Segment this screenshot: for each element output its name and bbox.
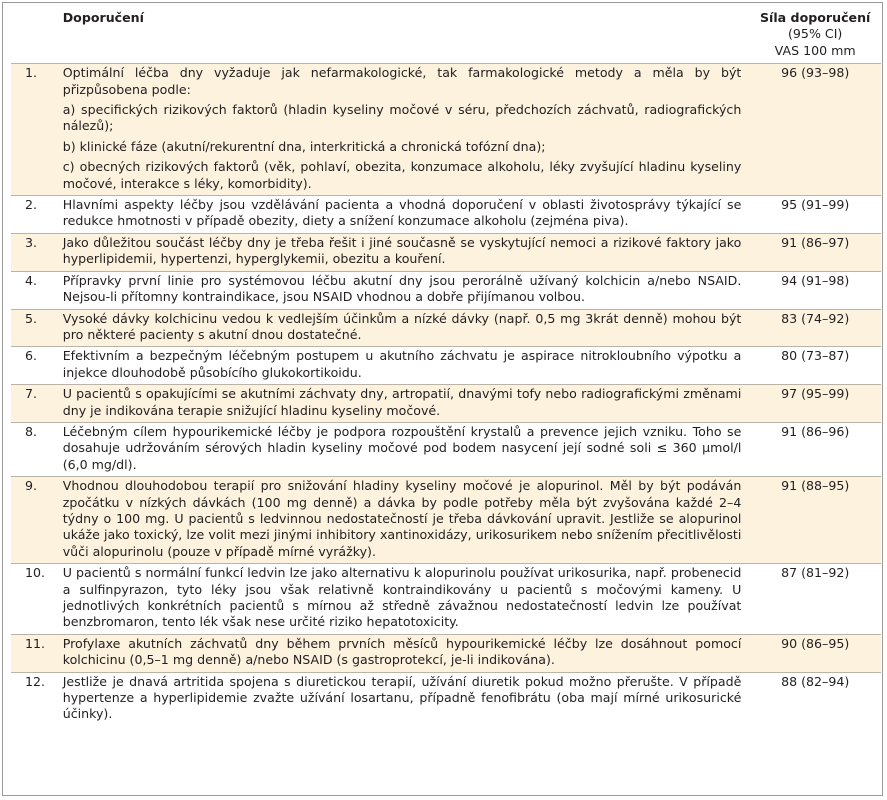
recommendation-line: a) specifických rizikových faktorů (hladin kyseliny močové v séru, předchozích záchvatů, radiografických nálezů); xyxy=(62,102,742,134)
strength-value: 91 (86–97) xyxy=(749,233,881,271)
header-strength-ci: (95% CI) xyxy=(788,26,843,42)
recommendation-text xyxy=(61,672,750,726)
row-number: 8. xyxy=(11,422,61,476)
row-number: 5. xyxy=(11,309,61,347)
row-number: 11. xyxy=(11,634,61,672)
header-strength xyxy=(749,9,881,64)
header-number-cell xyxy=(11,9,61,64)
recommendation-line: Vysoké dávky kolchicinu vedou k vedlejším účinkům a nízké dávky (např. 0,5 mg 3krát denně) mohou být pro některé pacienty s akutní dnou dostatečné. xyxy=(62,310,742,342)
table-row xyxy=(11,64,881,196)
table-row xyxy=(11,233,881,271)
strength-value: 91 (86–96) xyxy=(749,422,881,476)
strength-value: 88 (82–94) xyxy=(749,672,881,726)
strength-value: 83 (74–92) xyxy=(749,309,881,347)
recommendation-line: Optimální léčba dny vyžaduje jak nefarmakologické, tak farmakologické metody a měla by být přizpůsobena podle: xyxy=(62,65,742,97)
table-row xyxy=(11,385,881,423)
table-row xyxy=(11,634,881,672)
row-number: 2. xyxy=(11,196,61,234)
recommendation-line: Jako důležitou součást léčby dny je třeba řešit i jiné současně se vyskytující nemoci a rizikové faktory jako hyperlipidemii, hypertenzi, hyperglykemii, obezitu a kouření. xyxy=(62,234,742,267)
recommendation-line: b) klinické fáze (akutní/rekurentní dna, interkritická a chronická tofózní dna); xyxy=(62,138,546,154)
recommendation-line: Přípravky první linie pro systémovou léčbu akutní dny jsou perorálně užívaný kolchicin a/nebo NSAID. Nejsou-li přítomny kontraindikace, jsou NSAID vhodnou a dobře přijímanou volbou. xyxy=(62,272,742,305)
table-frame xyxy=(2,2,883,796)
strength-value: 80 (73–87) xyxy=(749,347,881,385)
header-recommendation: Doporučení xyxy=(62,10,144,25)
row-number: 9. xyxy=(11,477,61,564)
table-row xyxy=(11,347,881,385)
row-number: 4. xyxy=(11,271,61,309)
recommendation-text xyxy=(61,347,750,385)
row-number: 7. xyxy=(11,385,61,423)
recommendation-line: U pacientů s opakujícími se akutními záchvaty dny, artropatií, dnavými tofy nebo radiografickými změnami dny je indikována terapie snižující hladinu kyseliny močové. xyxy=(62,386,742,418)
row-number: 6. xyxy=(11,347,61,385)
recommendation-line: U pacientů s normální funkcí ledvin lze jako alternativu k alopurinolu používat urikosurika, např. probenecid a sulfinpyrazon, tyto léky jsou však relativně kontraindikovány u pacientů s močovými kameny. U jednotlivých konkrétních pacientů s mírnou až středně závažnou nedostatečností ledvin lze používat benzbromaron, tento lék však nese určité riziko hepatotoxicity. xyxy=(62,565,742,630)
table-body xyxy=(11,64,881,726)
table-row xyxy=(11,422,881,476)
row-number: 10. xyxy=(11,564,61,635)
recommendation-text xyxy=(61,422,750,476)
strength-value: 96 (93–98) xyxy=(749,64,881,196)
recommendation-text xyxy=(61,64,750,196)
table-header-row xyxy=(11,9,881,64)
table-row xyxy=(11,477,881,564)
recommendation-text xyxy=(61,196,750,234)
header-strength-scale: VAS 100 mm xyxy=(774,42,856,58)
recommendation-text xyxy=(61,385,750,423)
header-strength-title: Síla doporučení xyxy=(759,10,871,25)
table-row xyxy=(11,196,881,234)
recommendation-text xyxy=(61,309,750,347)
strength-value: 87 (81–92) xyxy=(749,564,881,635)
recommendation-line: Jestliže je dnavá artritida spojena s diuretickou terapií, užívání diuretik pokud možno přerušte. V případě hypertenze a hyperlipidemie zvažte užívání losartanu, případně fenofibrátu (oba mají mírné urikosurické účinky). xyxy=(62,673,742,722)
table-row xyxy=(11,672,881,726)
table-row xyxy=(11,271,881,309)
recommendation-line: Vhodnou dlouhodobou terapií pro snižování hladiny kyseliny močové je alopurinol. Měl by být podáván zpočátku v nízkých dávkách (100 mg denně) a dávka by podle potřeby měla být zvyšována každé 2–4 týdny o 100 mg. U pacientů s ledvinnou nedostatečností je třeba dávkování upravit. Jestliže se alopurinol ukáže jako toxický, lze volit mezi jinými inhibitory xantinoxidázy, urikosurikem nebo snížením přecitlivělosti vůči alopurinolu (pouze v případě mírné vyrážky). xyxy=(62,478,742,559)
row-number: 3. xyxy=(11,233,61,271)
recommendation-text xyxy=(61,233,750,271)
strength-value: 90 (86–95) xyxy=(749,634,881,672)
strength-value: 95 (91–99) xyxy=(749,196,881,234)
recommendation-text xyxy=(61,477,750,564)
row-number: 12. xyxy=(11,672,61,726)
strength-value: 94 (91–98) xyxy=(749,271,881,309)
recommendation-text xyxy=(61,564,750,635)
recommendation-line: Efektivním a bezpečným léčebným postupem u akutního záchvatu je aspirace nitrokloubního výpotku a injekce dlouhodobě působícího glukokortikoidu. xyxy=(62,348,742,380)
table-row xyxy=(11,564,881,635)
recommendation-text xyxy=(61,271,750,309)
recommendation-line: c) obecných rizikových faktorů (věk, pohlaví, obezita, konzumace alkoholu, léky zvyšující hladinu kyseliny močové, interakce s léky, komorbidity). xyxy=(62,159,742,191)
row-number: 1. xyxy=(11,64,61,196)
recommendation-line: Léčebným cílem hypourikemické léčby je podpora rozpouštění krystalů a prevence jejich vzniku. Toho se dosahuje udržováním sérových hladin kyseliny močové pod bodem nasycení její sodné soli ≤ 360 μmol/l (6,0 mg/dl). xyxy=(62,423,742,472)
table-row xyxy=(11,309,881,347)
recommendation-text xyxy=(61,634,750,672)
strength-value: 97 (95–99) xyxy=(749,385,881,423)
strength-value: 91 (88–95) xyxy=(749,477,881,564)
recommendation-line: Hlavními aspekty léčby jsou vzdělávání pacienta a vhodná doporučení v oblasti životosprávy týkající se redukce hmotnosti v případě obezity, diety a snížení konzumace alkoholu (zejména piva). xyxy=(62,197,742,229)
recommendations-table xyxy=(11,9,881,726)
recommendation-line: Profylaxe akutních záchvatů dny během prvních měsíců hypourikemické léčby lze dosáhnout pomocí kolchicinu (0,5–1 mg denně) a/nebo NSAID (s gastroprotekcí, je-li indikována). xyxy=(62,635,742,668)
